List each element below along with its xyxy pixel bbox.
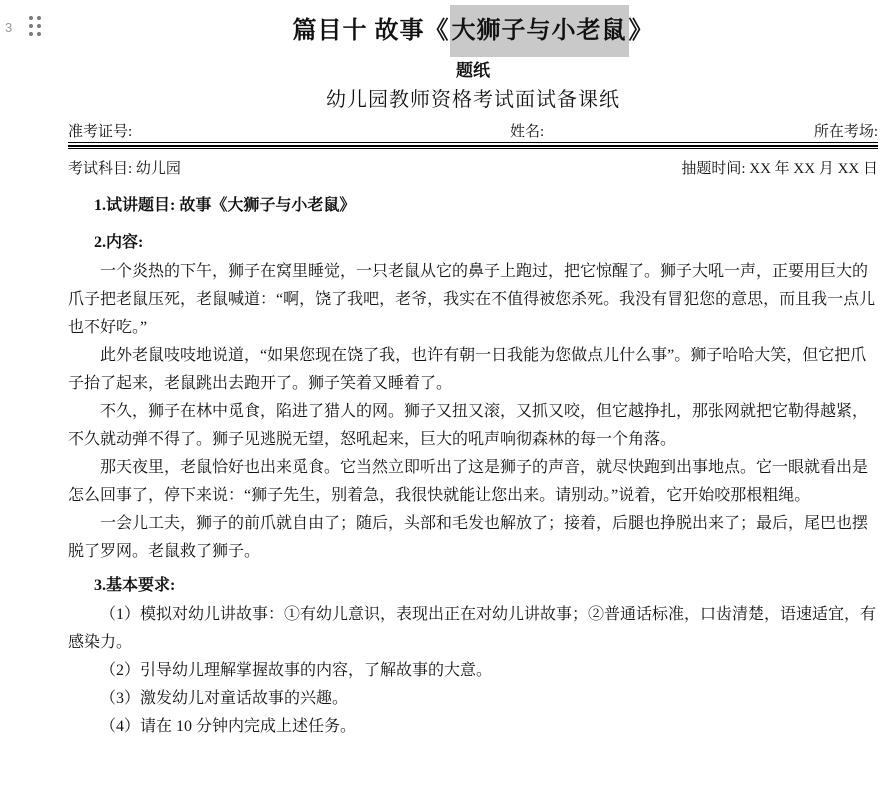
title-suffix: 》 bbox=[628, 18, 654, 44]
admission-number-label: 准考证号: bbox=[68, 124, 133, 140]
venue-label: 所在考场: bbox=[813, 124, 878, 140]
requirement-item: （2）引导幼儿理解掌握故事的内容，了解故事的大意。 bbox=[100, 662, 493, 679]
form-row-subject bbox=[68, 149, 878, 180]
title-prefix: 篇目十 故事《 bbox=[292, 18, 450, 44]
story-paragraph: 一个炎热的下午，狮子在窝里睡觉，一只老鼠从它的鼻子上跑过，把它惊醒了。狮子大吼一声，正要用巨大的爪子把老鼠压死，老鼠喊道：“啊，饶了我吧，老爷，我实在不值得被您杀死。我没有冒犯您的意思，而且我一点儿也不好吃。” bbox=[68, 263, 876, 336]
story-paragraph: 此外老鼠吱吱地说道，“如果您现在饶了我，也许有朝一日我能为您做点儿什么事”。狮子哈哈大笑，但它把爪子抬了起来，老鼠跳出去跑开了。狮子笑着又睡着了。 bbox=[68, 347, 867, 392]
document-body bbox=[68, 0, 878, 741]
title-highlighted-text: 大狮子与小老鼠 bbox=[450, 5, 629, 57]
block-number: 3 bbox=[5, 20, 13, 35]
requirement-item: （3）激发幼儿对童话故事的兴趣。 bbox=[100, 690, 349, 707]
requirement-item: （4）请在 10 分钟内完成上述任务。 bbox=[100, 718, 357, 735]
draw-time-value: XX 年 XX 月 XX 日 bbox=[749, 161, 878, 177]
section-heading-requirements: 3.基本要求: bbox=[94, 577, 176, 594]
requirements-list bbox=[68, 601, 878, 741]
exam-subject-field: 考试科目: 幼儿园 bbox=[68, 161, 181, 177]
exam-info-form bbox=[68, 122, 878, 180]
form-row-identity bbox=[68, 122, 878, 143]
paper-subtitle: 幼儿园教师资格考试面试备课纸 bbox=[326, 89, 620, 111]
story-paragraph: 一会儿工夫，狮子的前爪就自由了；随后，头部和毛发也解放了；接着，后腿也挣脱出来了；最后，尾巴也摆脱了罗网。老鼠救了狮子。 bbox=[68, 515, 869, 560]
drag-handle-icon[interactable] bbox=[29, 16, 41, 36]
name-label: 姓名: bbox=[510, 124, 545, 140]
section-heading-topic: 1.试讲题目: 故事《大狮子与小老鼠》 bbox=[94, 197, 356, 214]
story-paragraph: 那天夜里，老鼠恰好也出来觅食。它当然立即听出了这是狮子的声音，就尽快跑到出事地点。它一眼就看出是怎么回事了，停下来说：“狮子先生，别着急，我很快就能让您出来。请别动。”说着，它开始咬那根粗绳。 bbox=[68, 459, 869, 504]
story-paragraph: 不久，狮子在林中觅食，陷进了猎人的网。狮子又扭又滚，又抓又咬，但它越挣扎，那张网就把它勒得越紧，不久就动弹不得了。狮子见逃脱无望，怒吼起来，巨大的吼声响彻森林的每一个角落。 bbox=[68, 403, 869, 448]
draw-time-label: 抽题时间: bbox=[681, 161, 750, 177]
draw-time-field bbox=[681, 157, 878, 178]
editor-block-gutter bbox=[0, 0, 60, 60]
paper-heading: 题纸 bbox=[456, 61, 490, 80]
page-title bbox=[68, 8, 878, 54]
section-heading-content: 2.内容: bbox=[94, 234, 144, 251]
requirement-item: （1）模拟对幼儿讲故事：①有幼儿意识，表现出正在对幼儿讲故事；②普通话标准，口齿清楚，语速适宜，有感染力。 bbox=[68, 606, 877, 651]
story-content bbox=[68, 258, 878, 566]
